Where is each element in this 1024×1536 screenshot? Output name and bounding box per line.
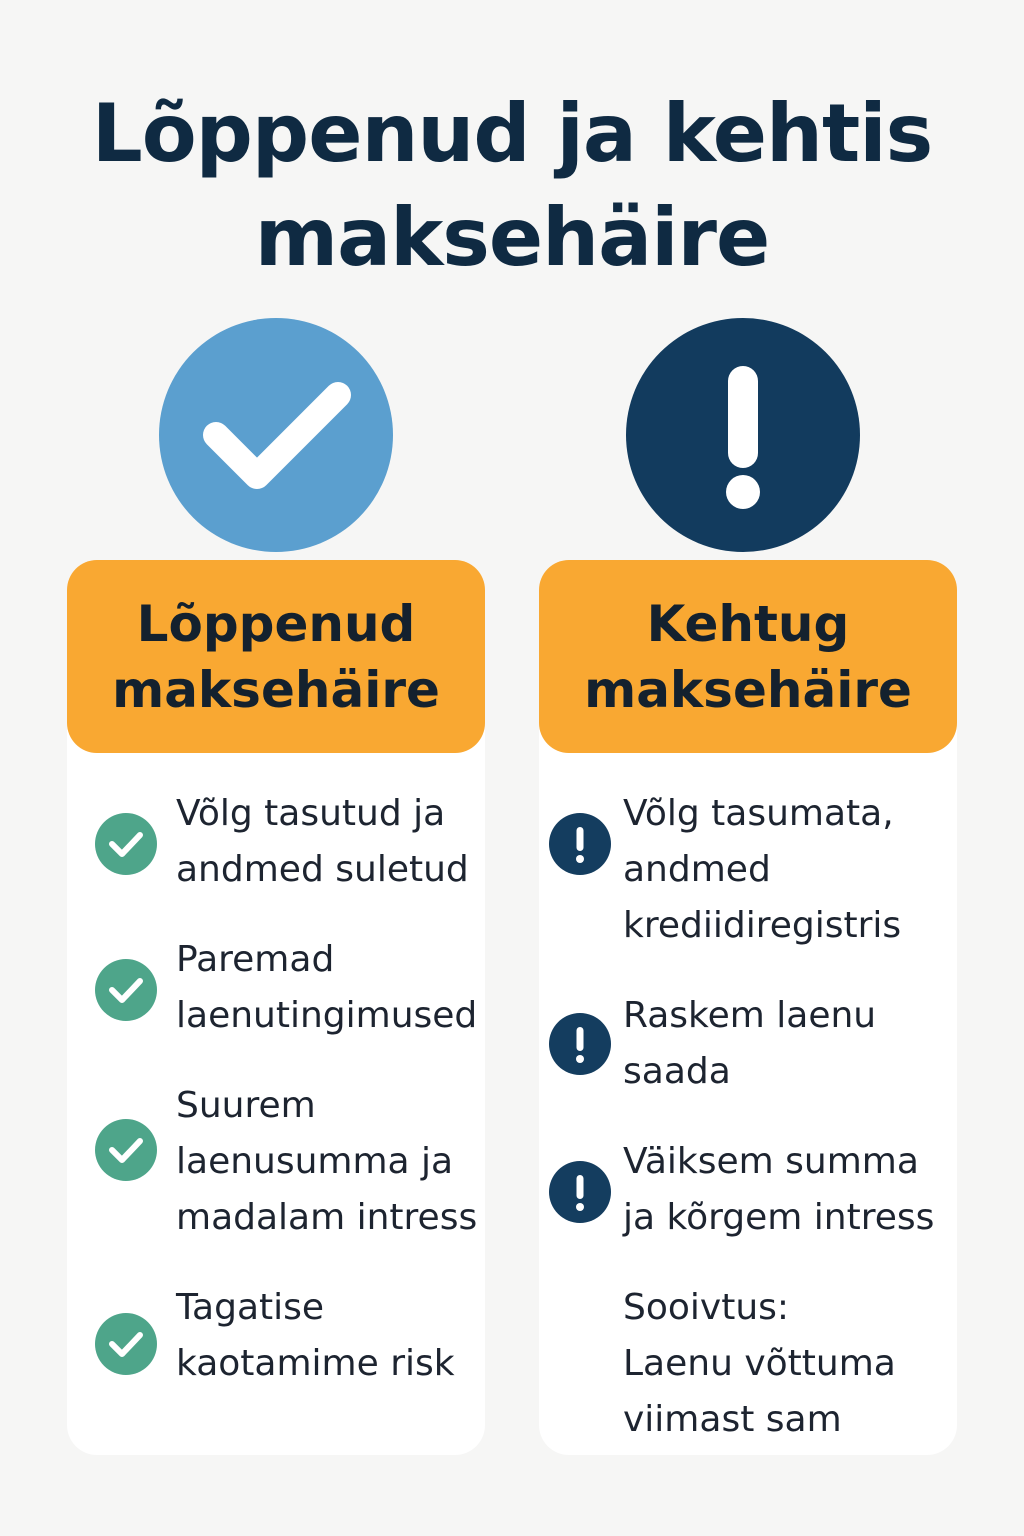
exclamation-circle-icon [549, 1161, 611, 1223]
item-line: kaotamime risk [176, 1343, 455, 1384]
active-default-item-text [623, 988, 876, 1100]
item-line: Paremad [176, 939, 335, 980]
active-default-header [539, 560, 957, 753]
check-circle-icon [95, 813, 157, 875]
ended-default-header [67, 560, 485, 753]
ended-default-item-text [176, 1280, 455, 1392]
page-title-line-2: maksehäire [254, 191, 770, 284]
note-line: Sooivtus: [623, 1287, 790, 1328]
item-line: Suurem [176, 1085, 316, 1126]
item-line: Raskem laenu [623, 995, 877, 1036]
active-default-card [539, 560, 957, 1455]
active-default-header-line-2: maksehäire [584, 660, 912, 719]
ended-default-item-text [176, 932, 477, 1044]
exclamation-circle-icon [549, 813, 611, 875]
active-default-item-text [623, 1134, 934, 1246]
ended-default-card [67, 560, 485, 1455]
check-circle-icon [95, 959, 157, 1021]
note-line: Laenu võttuma [623, 1343, 896, 1384]
ended-default-header-line-2: maksehäire [112, 660, 440, 719]
active-default-header-line-1: Kehtug [646, 594, 850, 653]
item-line: ja kõrgem intress [623, 1197, 935, 1238]
item-line: Võlg tasutud ja [176, 793, 446, 834]
item-line: laenutingimused [176, 995, 478, 1036]
check-circle-icon [95, 1119, 157, 1181]
item-line: saada [623, 1051, 731, 1092]
item-line: andmed suletud [176, 849, 469, 890]
item-line: andmed [623, 849, 771, 890]
exclamation-circle-icon [549, 1013, 611, 1075]
ended-default-item-text [176, 1078, 477, 1246]
exclamation-circle-icon [626, 318, 860, 552]
item-line: madalam intress [176, 1197, 478, 1238]
check-circle-icon [159, 318, 393, 552]
recommendation-text [623, 1280, 896, 1448]
note-line: viimast sam [623, 1399, 842, 1440]
item-line: krediidiregistris [623, 905, 902, 946]
page-title-line-1: Lõppenud ja kehtis [91, 87, 933, 180]
item-line: Tagatise [176, 1287, 325, 1328]
page-title [0, 82, 1024, 290]
check-circle-icon [95, 1313, 157, 1375]
item-line: Võlg tasumata, [623, 793, 894, 834]
item-line: laenusumma ja [176, 1141, 454, 1182]
item-line: Väiksem summa [623, 1141, 919, 1182]
ended-default-item-text [176, 786, 469, 898]
active-default-item-text [623, 786, 901, 954]
ended-default-header-line-1: Lõppenud [136, 594, 416, 653]
